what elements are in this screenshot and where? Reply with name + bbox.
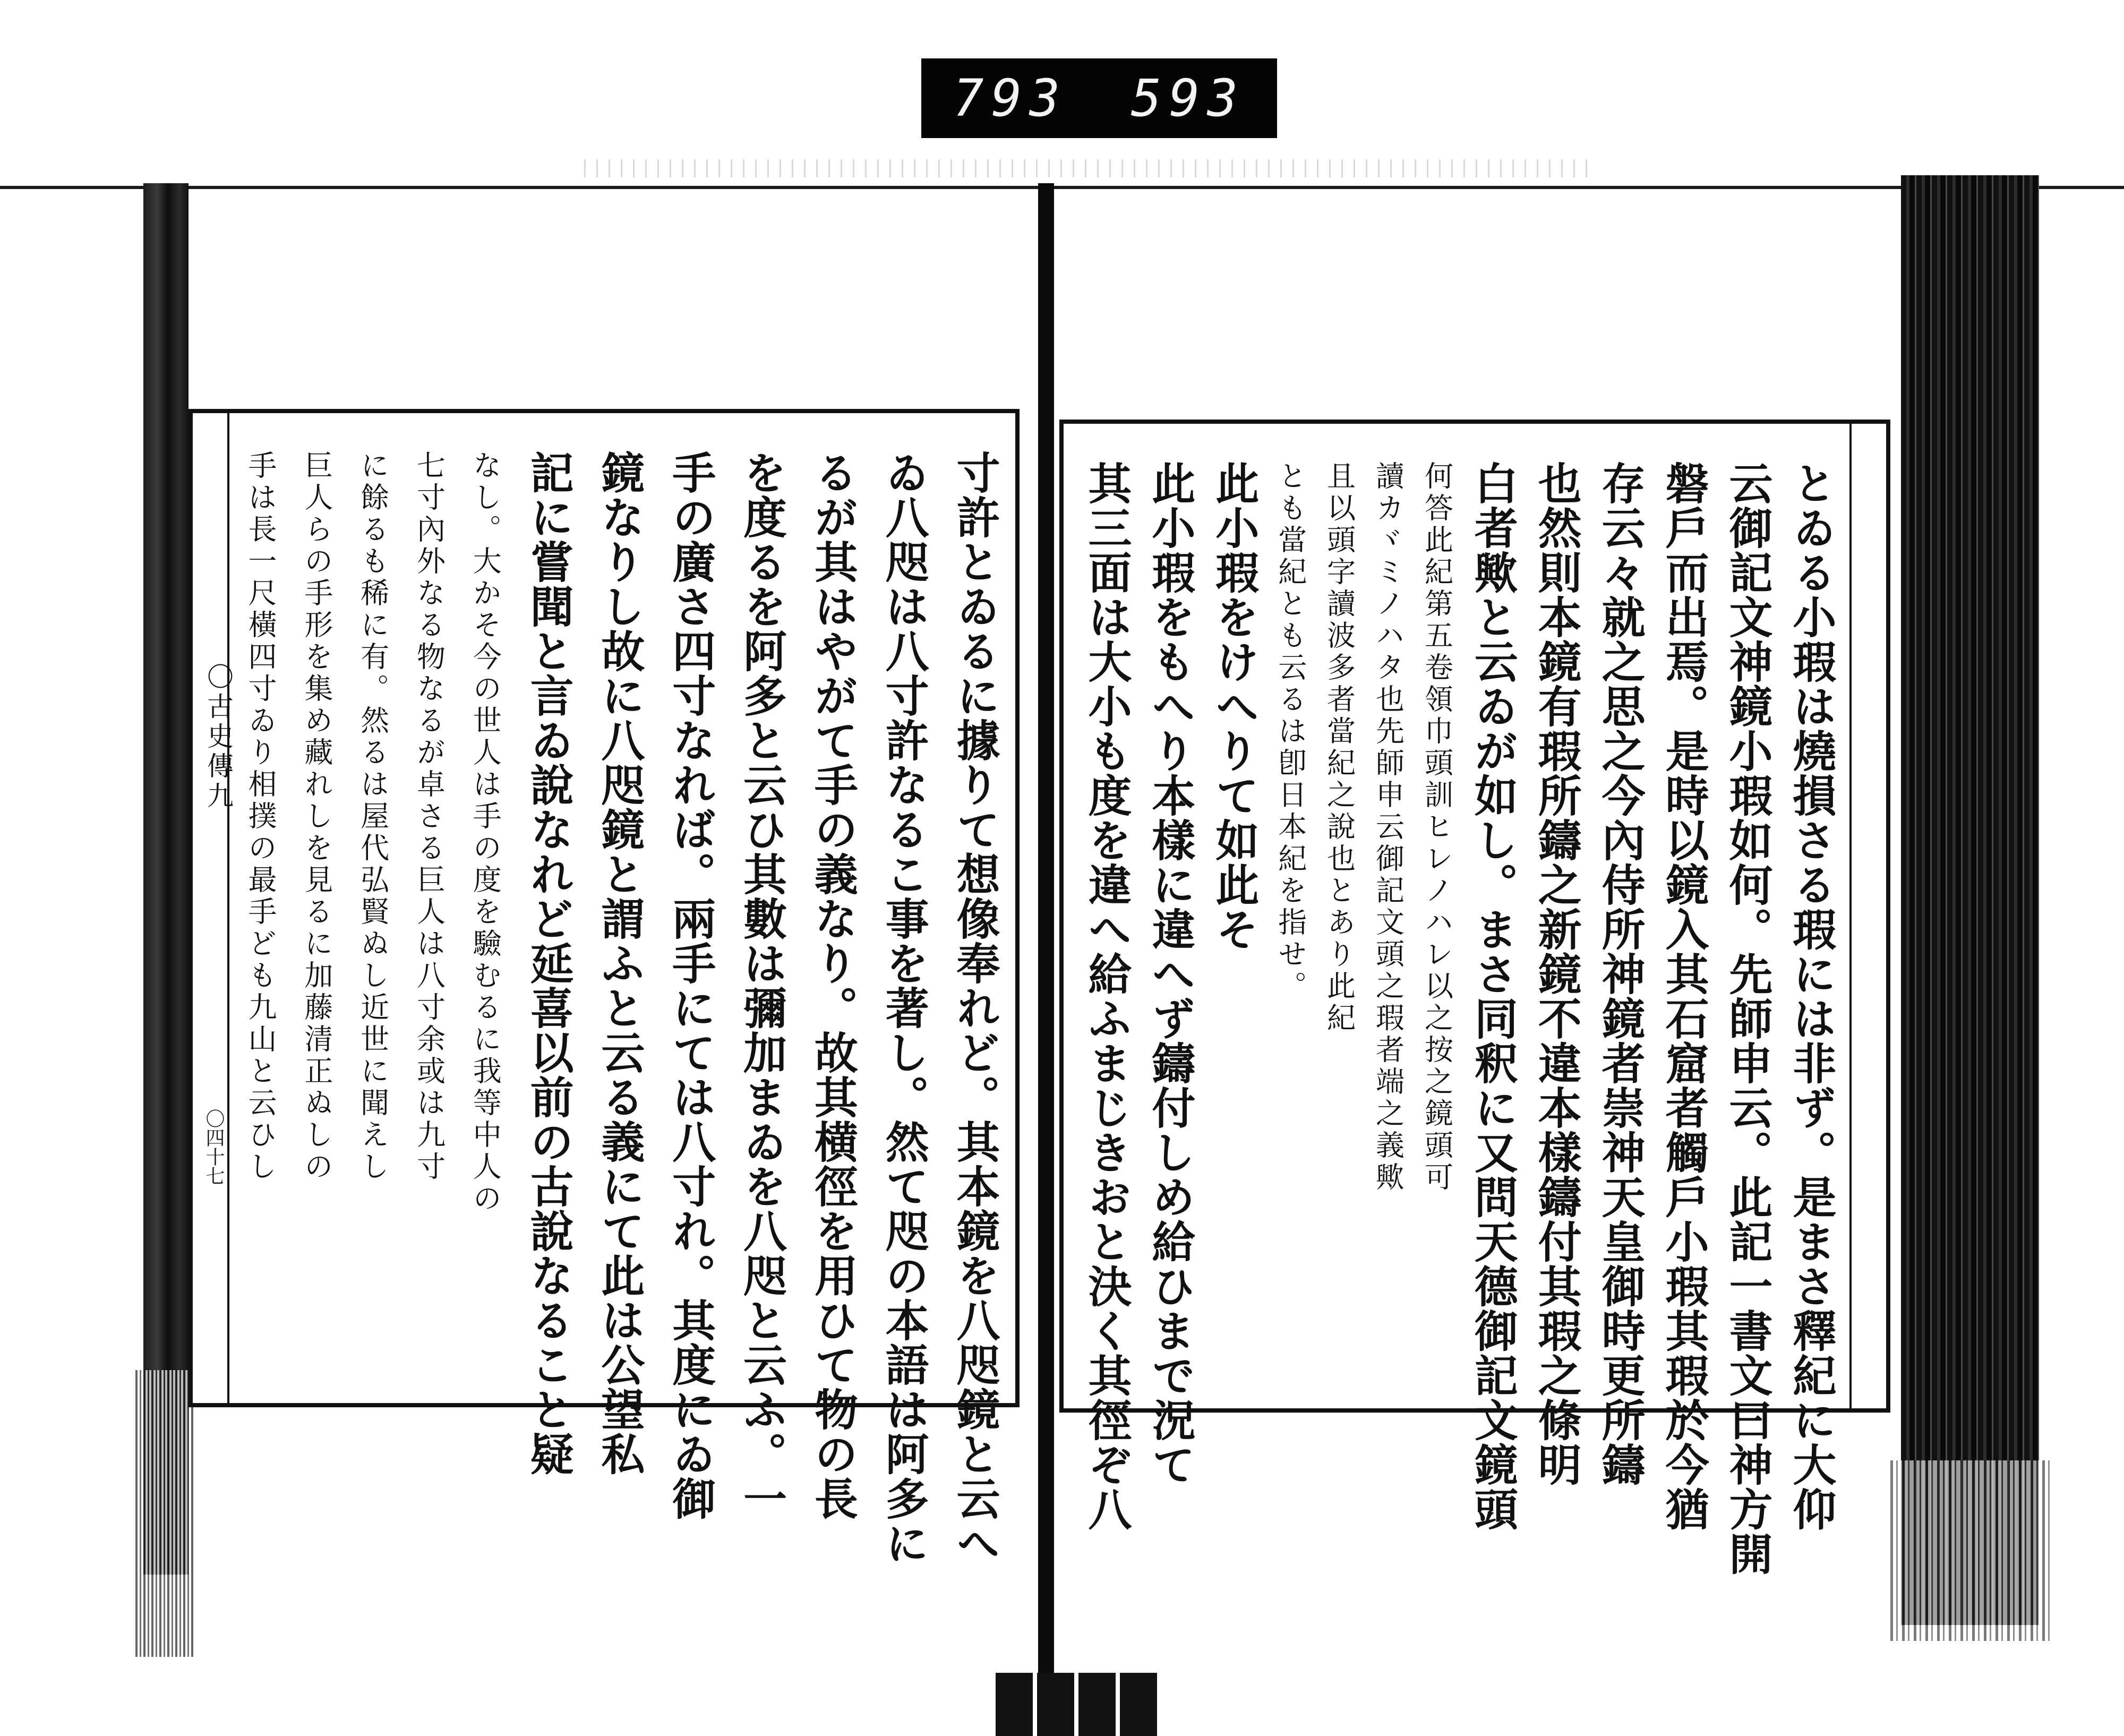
- note-column: 且以頭字讀波多者當紀之說也とあり此紀: [1322, 461, 1356, 1034]
- right-page-stack-edge: [1901, 175, 2039, 1625]
- note-column: とも當紀とも云るは卽日本紀を指せ。: [1273, 461, 1307, 1003]
- text-column: とゐる小瑕は燒損さる瑕には非ず。是まさ釋紀に大仰: [1785, 461, 1837, 1532]
- right-page-margin-rule: [1849, 424, 1852, 1408]
- text-column: 磐戶而出焉。是時以鏡入其石窟者觸戶小瑕其瑕於今猶: [1658, 461, 1710, 1532]
- text-column: るが其はやがて手の義なり。故其横徑を用ひて物の長: [807, 450, 859, 1521]
- left-page-stack-edge: [143, 183, 189, 1575]
- text-column: を度るを阿多と云ひ其數は彌加まゐを八咫と云ふ。一: [736, 450, 787, 1521]
- text-column: 鏡なりし故に八咫鏡と謂ふと云る義にて此は公望私: [594, 450, 645, 1476]
- note-column: に餘るも稀に有。然るは屋代弘賢ぬし近世に聞えし: [356, 450, 390, 1183]
- text-column: 存云々就之思之今內侍所神鏡者崇神天皇御時更所鑄: [1595, 461, 1646, 1487]
- note-column: 七寸內外なる物なるが卓さる巨人は八寸余或は九寸: [412, 450, 446, 1183]
- text-column: 白者歟と云ゐが如し。まさ同釈に又問天德御記文鏡頭: [1467, 461, 1519, 1532]
- text-column: ゐ八咫は八寸許なるこ事を著し。然て咫の本語は阿多に: [878, 450, 930, 1566]
- text-column: 其三面は大小も度を違へ給ふまじきおと決く其徑ぞ八: [1081, 461, 1132, 1532]
- left-page: [189, 409, 1020, 1566]
- note-column: 何答此紀第五卷領巾頭訓ヒレノハレ以之按之鏡頭可: [1420, 461, 1454, 1194]
- text-column: 云御記文神鏡小瑕如何。先師申云。此記一書文曰神方開: [1722, 461, 1773, 1576]
- frame-number-label: [921, 58, 1277, 138]
- left-page-text: [244, 450, 1000, 1566]
- text-column: 手の廣さ四寸なれば。兩手にては八寸れ。其度にゐ御: [665, 450, 716, 1521]
- book-top-edge: [0, 186, 2124, 189]
- frame-number-right: 593: [1130, 69, 1246, 128]
- note-column: なし。大かそ今の世人は手の度を驗むるに我等中人の: [468, 450, 502, 1215]
- book-spine: [1038, 183, 1054, 1736]
- note-column: 手は長一尺橫四寸ゐり相撲の最手ども九山と云ひし: [244, 450, 277, 1183]
- right-page: [1059, 420, 1890, 1576]
- left-page-stack-fringe: [135, 1370, 194, 1657]
- text-column: 記に嘗聞と言ゐ說なれど延喜以前の古說なること疑: [523, 450, 575, 1476]
- text-column: 也然則本鏡有瑕所鑄之新鏡不違本樣鑄付其瑕之條明: [1531, 461, 1582, 1487]
- running-title: 〇古史傳九: [203, 663, 234, 811]
- right-page-text: [1081, 461, 1837, 1576]
- folio-number: 〇四十七: [203, 1109, 225, 1185]
- text-column: 此小瑕をけへりて如此そ: [1208, 461, 1260, 952]
- note-column: 讀カヾミノハタ也先師申云御記文頭之瑕者端之義歟: [1371, 461, 1405, 1194]
- spine-base: [996, 1673, 1160, 1736]
- note-column: 巨人らの手形を集め藏れしを見るに加藤清正ぬしの: [299, 450, 333, 1183]
- frame-number-left: 793: [953, 69, 1068, 128]
- text-column: 此小瑕をもへり本樣に違へず鑄付しめ給ひまで況て: [1144, 461, 1196, 1487]
- text-column: 寸許とゐるに據りて想像奉れど。其本鏡を八咫鏡と云へ: [949, 450, 1000, 1566]
- left-page-margin-rule: [227, 413, 229, 1403]
- scan-speckle: [584, 159, 1593, 177]
- right-page-stack-fringe: [1890, 1460, 2050, 1641]
